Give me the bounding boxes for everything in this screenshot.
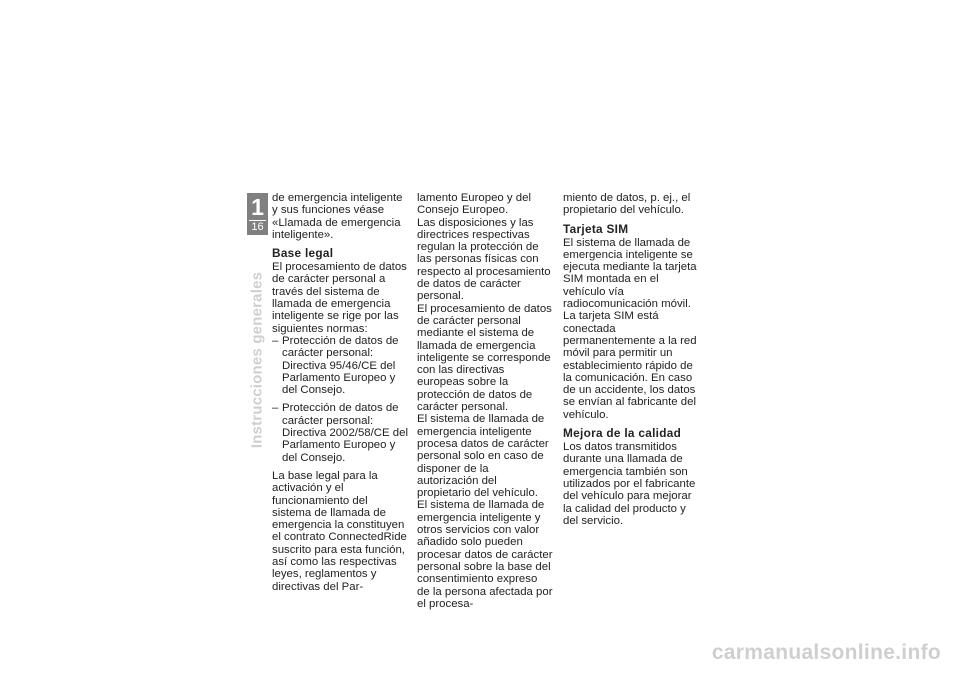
paragraph: Las disposiciones y las directrices respectivas regulan la protección de las personas físicas con respecto al procesamiento de datos de carácter personal.: [417, 216, 551, 303]
calidad-paragraph: Los datos transmitidos durante una llamada de emergencia también son utilizados por el fabricante del vehículo para mejorar la calidad del producto y del servicio.: [563, 441, 696, 527]
chapter-marker: [247, 193, 268, 235]
list-dash: –: [272, 334, 279, 347]
paragraph: lamento Europeo y del Consejo Europeo.: [417, 192, 531, 217]
paragraph: El sistema de llamada de emergencia inteligente y otros servicios con valor añadido solo pueden procesar datos de carácter personal sobre la base del consentimiento expreso de la persona afectada por el procesa-: [417, 499, 553, 610]
paragraph: El procesamiento de datos de carácter personal mediante el sistema de llamada de emergencia inteligente se corresponde con las directivas europeas sobre la protección de datos de carácter personal.: [417, 302, 552, 414]
heading-sim: Tarjeta SIM: [563, 221, 629, 236]
paragraph: El sistema de llamada de emergencia inteligente procesa datos de carácter personal solo en caso de disponer de la autorización del propietario del vehículo.: [417, 413, 549, 500]
heading-base-legal: Base legal: [272, 246, 334, 261]
paragraph: miento de datos, p. ej., el propietario del vehículo.: [563, 192, 691, 217]
list-item: [272, 402, 408, 463]
chapter-title: Instrucciones generales: [248, 271, 266, 449]
watermark: carmanualsonline.info: [711, 641, 941, 664]
page-number: 16: [251, 221, 264, 233]
text-column-2: [417, 192, 553, 610]
list-item-text: Protección de datos de carácter personal: Directiva 95/46/CE del Parlamento Europeo y del Consejo.: [282, 334, 399, 397]
chapter-number: 1: [251, 194, 264, 220]
text-column-3: [563, 192, 701, 527]
intro-paragraph: de emergencia inteligente y sus funciones véase «Llamada de emergencia inteligente».: [272, 192, 403, 241]
text-column-1: [272, 192, 408, 593]
list-dash: –: [272, 402, 279, 415]
base-legal-paragraph: El procesamiento de datos de carácter personal a través del sistema de llamada de emergencia inteligente se rige por las siguientes normas:: [272, 261, 407, 335]
heading-calidad: Mejora de la calidad: [563, 426, 682, 441]
list-item-text: Protección de datos de carácter personal: Directiva 2002/58/CE del Parlamento Europeo y del Consejo.: [282, 402, 408, 464]
list-item: [272, 335, 408, 396]
regulations-list: [272, 335, 408, 464]
sim-paragraph: El sistema de llamada de emergencia inteligente se ejecuta mediante la tarjeta SIM montada en el vehículo vía radiocomunicación móvil. La tarjeta SIM está conectada permanentemente a la red móvil para permitir un establecimiento rápido de la comunicación. En caso de un accidente, los datos se envían al fabricante del vehículo.: [563, 236, 697, 421]
legal-basis-paragraph: La base legal para la activación y el funcionamiento del sistema de llamada de emergencia la constituyen el contrato ConnectedRide suscrito para esta función, así como las respectivas leyes, reglamentos y directivas del Par-: [272, 469, 407, 593]
